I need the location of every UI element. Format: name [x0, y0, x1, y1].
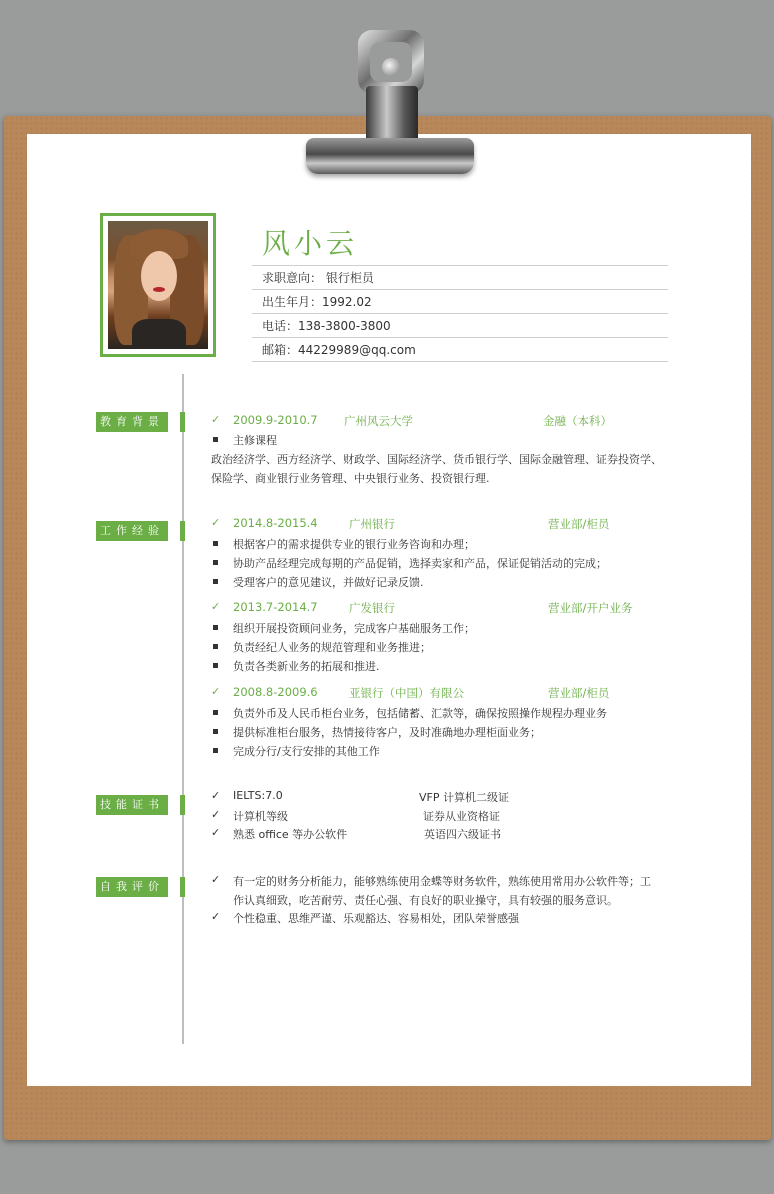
check-icon: ✓ [211, 808, 221, 821]
skill-item: IELTS:7.0 [233, 789, 283, 802]
work-item: 提供标准柜台服务，热情接待客户，及时准确地办理柜面业务； [233, 726, 541, 739]
courses-title: 主修课程 [233, 434, 277, 447]
divider [252, 337, 668, 338]
bullet-icon [213, 663, 218, 668]
candidate-name: 风小云 [262, 227, 359, 260]
work-item: 协助产品经理完成每期的产品促销，选择卖家和产品，保证促销活动的完成； [233, 557, 607, 570]
section-work-badge: 工作经验 [96, 521, 168, 541]
work-role: 营业部/柜员 [548, 517, 610, 531]
job-intent: 求职意向： 银行柜员 [262, 271, 374, 285]
self-eval-line: 作认真细致，吃苦耐劳、责任心强、有良好的职业操守，具有较强的服务意识。 [233, 894, 618, 907]
work-company: 亚银行（中国）有限公 [349, 686, 464, 700]
check-icon: ✓ [211, 910, 221, 923]
work-item: 负责外币及人民币柜台业务，包括储蓄、汇款等，确保按照操作规程办理业务 [233, 707, 607, 720]
section-skills-badge: 技能证书 [96, 795, 168, 815]
check-icon: ✓ [211, 413, 221, 426]
profile-photo-frame [100, 213, 216, 357]
education-period: 2009.9-2010.7 [233, 413, 318, 427]
skill-item: 证券从业资格证 [423, 810, 500, 823]
education-major: 金融（本科） [543, 414, 612, 428]
work-company: 广发银行 [349, 601, 395, 615]
work-item: 完成分行/支行安排的其他工作 [233, 745, 380, 758]
bullet-icon [213, 560, 218, 565]
divider [252, 265, 668, 266]
binder-clip-rivet [382, 58, 400, 76]
self-eval-line: 个性稳重、思维严谨、乐观豁达、容易相处，团队荣誉感强 [233, 912, 519, 925]
work-role: 营业部/开户业务 [548, 601, 633, 615]
bullet-icon [213, 541, 218, 546]
birth-date: 出生年月：1992.02 [262, 295, 372, 309]
section-tick [180, 412, 185, 432]
work-period: 2008.8-2009.6 [233, 685, 318, 699]
check-icon: ✓ [211, 873, 221, 886]
check-icon: ✓ [211, 516, 221, 529]
check-icon: ✓ [211, 685, 221, 698]
section-education-badge: 教育背景 [96, 412, 168, 432]
education-school: 广州风云大学 [344, 414, 413, 428]
check-icon: ✓ [211, 826, 221, 839]
divider [252, 361, 668, 362]
work-role: 营业部/柜员 [548, 686, 610, 700]
bullet-icon [213, 710, 218, 715]
bullet-icon [213, 625, 218, 630]
bullet-icon [213, 748, 218, 753]
work-item: 负责经纪人业务的规范管理和业务推进； [233, 641, 431, 654]
skill-item: 计算机等级 [233, 810, 288, 823]
work-period: 2014.8-2015.4 [233, 516, 318, 530]
phone: 电话：138-3800-3800 [262, 319, 391, 333]
divider [252, 313, 668, 314]
work-period: 2013.7-2014.7 [233, 600, 318, 614]
profile-photo [108, 221, 208, 349]
timeline-line [182, 374, 184, 1044]
section-tick [180, 795, 185, 815]
self-eval-line: 有一定的财务分析能力，能够熟练使用金蝶等财务软件，熟练使用常用办公软件等；工 [233, 875, 651, 888]
binder-clip-base [306, 138, 474, 174]
section-tick [180, 877, 185, 897]
courses-line: 保险学、商业银行业务管理、中央银行业务、投资银行理. [211, 472, 490, 485]
binder-clip-body [366, 86, 418, 142]
work-item: 负责各类新业务的拓展和推进. [233, 660, 380, 673]
bullet-icon [213, 729, 218, 734]
courses-line: 政治经济学、西方经济学、财政学、国际经济学、货币银行学、国际金融管理、证券投资学、 [211, 453, 662, 466]
bullet-icon [213, 437, 218, 442]
work-item: 受理客户的意见建议，并做好记录反馈. [233, 576, 424, 589]
skill-item: 英语四六级证书 [424, 828, 501, 841]
work-company: 广州银行 [349, 517, 395, 531]
bullet-icon [213, 644, 218, 649]
divider [252, 289, 668, 290]
section-tick [180, 521, 185, 541]
skill-item: VFP 计算机二级证 [419, 791, 509, 804]
skill-item: 熟悉 office 等办公软件 [233, 828, 348, 841]
check-icon: ✓ [211, 600, 221, 613]
bullet-icon [213, 579, 218, 584]
work-item: 组织开展投资顾问业务，完成客户基础服务工作； [233, 622, 475, 635]
check-icon: ✓ [211, 789, 221, 802]
section-self-badge: 自我评价 [96, 877, 168, 897]
email: 邮箱：44229989@qq.com [262, 343, 416, 357]
work-item: 根据客户的需求提供专业的银行业务咨询和办理； [233, 538, 475, 551]
